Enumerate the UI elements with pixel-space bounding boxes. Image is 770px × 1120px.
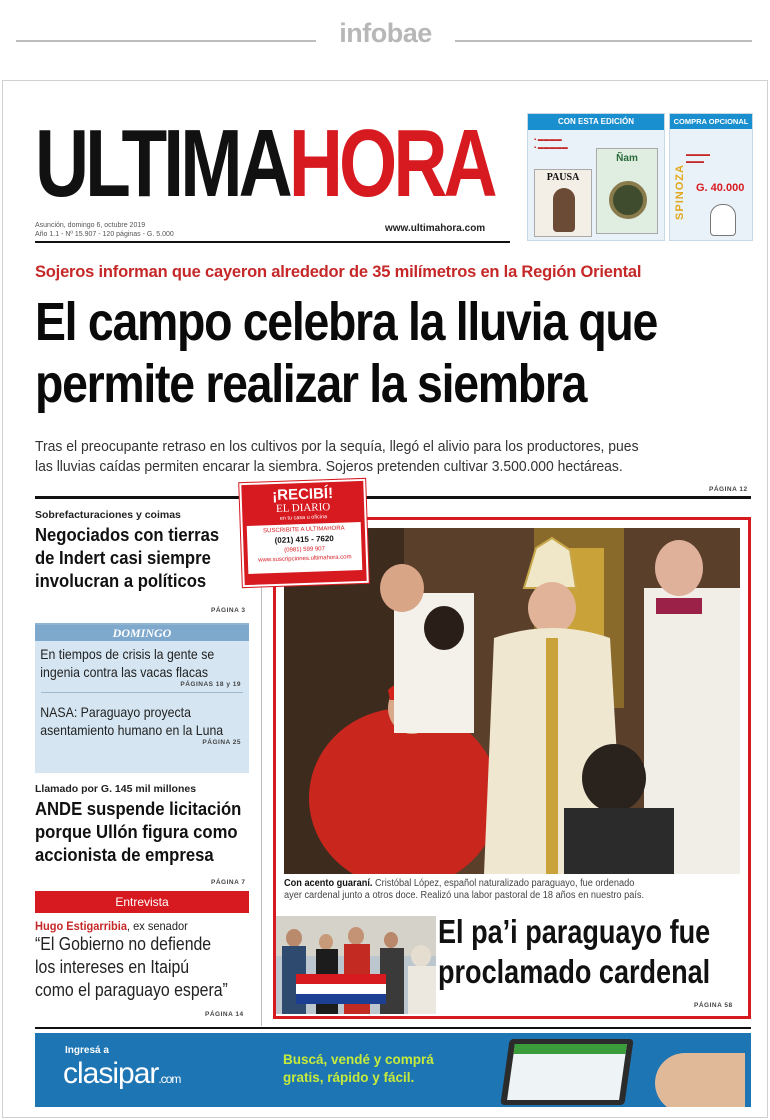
recibi-title: ¡RECIBÍ! xyxy=(271,484,334,505)
entrevista-label: Entrevista xyxy=(35,891,249,913)
newspaper-masthead xyxy=(35,109,494,219)
ande-headline xyxy=(35,797,242,866)
entrevista-quote-line3: como el paraguayo espera” xyxy=(35,980,228,1000)
lead-lede xyxy=(35,437,701,477)
lead-headline-line2: permite realizar la siembra xyxy=(35,354,587,414)
recibi-phone: (021) 415 - 7620 xyxy=(274,533,334,546)
pausa-magazine-cover xyxy=(534,169,592,237)
dateline-issue: Año 1.1 - Nº 15.907 - 120 páginas - G. 5.000 xyxy=(35,231,174,238)
cardinal-headline-line2: proclamado cardenal xyxy=(438,953,711,990)
nam-magazine-cover xyxy=(596,148,658,234)
cardinal-story[interactable] xyxy=(273,517,751,1019)
spinoza-title: SPINOZA xyxy=(673,164,686,220)
entrevista-person xyxy=(35,919,234,933)
with-edition-label: CON ESTA EDICIÓN xyxy=(528,114,664,130)
domingo-header: DOMINGO xyxy=(35,625,249,641)
optional-purchase-promo xyxy=(669,113,753,241)
indert-headline-line1: Negociados con tierras xyxy=(35,524,220,545)
optional-sub: ▬▬▬▬ ▬▬▬ xyxy=(686,152,710,165)
cover-portrait-icon xyxy=(553,188,575,232)
caption-bold: Con acento guaraní. xyxy=(284,878,373,889)
domingo-box xyxy=(35,623,249,773)
header-divider-left xyxy=(16,40,316,42)
dateline xyxy=(35,221,235,239)
entrevista-quote-line1: “El Gobierno no defiende xyxy=(35,934,212,954)
clasipar-logo xyxy=(63,1057,180,1091)
indert-story[interactable] xyxy=(35,509,251,592)
indert-headline xyxy=(35,523,229,592)
indert-page-ref: PÁGINA 3 xyxy=(211,607,246,614)
entrevista-role: , ex senador xyxy=(127,919,188,933)
subscription-sticker[interactable] xyxy=(239,479,369,587)
food-dish-icon xyxy=(609,181,647,219)
ande-story[interactable] xyxy=(35,783,251,866)
masthead-rule xyxy=(35,241,510,243)
with-edition-promo xyxy=(527,113,665,241)
site-header xyxy=(0,0,770,78)
domingo-item1-line2: ingenia contra las vacas flacas xyxy=(40,664,209,680)
spinoza-portrait-icon xyxy=(710,204,736,236)
laptop-icon xyxy=(500,1039,633,1105)
bottom-rule xyxy=(35,1027,751,1029)
ande-headline-line3: accionista de empresa xyxy=(35,844,214,865)
group-photo xyxy=(276,916,436,1014)
infobae-logo[interactable]: infobae xyxy=(339,18,432,48)
recibi-note: en tu casa u oficina xyxy=(279,514,328,522)
ande-kicker: Llamado por G. 145 mil millones xyxy=(35,783,197,795)
recibi-web: www.suscripciones.ultimahora.com xyxy=(258,554,352,564)
masthead-hora: HORA xyxy=(288,110,494,217)
masthead-ultima: ULTIMA xyxy=(35,110,289,217)
lead-page-ref: PÁGINA 12 xyxy=(709,486,748,493)
domingo-item1-line1: En tiempos de crisis la gente se xyxy=(40,646,215,662)
dateline-date: Asunción, domingo 6, octubre 2019 xyxy=(35,222,146,229)
caption-line2: ayer cardenal junto a otros doce. Realizó una labor pastoral de 18 años en nuestro país. xyxy=(284,890,645,901)
newspaper-website: www.ultimahora.com xyxy=(385,223,486,234)
entrevista-name: Hugo Estigarribia xyxy=(35,919,128,933)
cardinal-headline xyxy=(438,912,711,992)
ad-tagline-line2: gratis, rápido y fácil. xyxy=(283,1070,415,1085)
indert-headline-line3: involucran a políticos xyxy=(35,570,207,591)
ad-tagline-line1: Buscá, vendé y comprá xyxy=(283,1052,434,1067)
domingo-item2-line2: asentamiento humano en la Luna xyxy=(40,722,224,738)
domingo-divider xyxy=(41,692,243,693)
lead-headline[interactable] xyxy=(35,291,658,415)
entrevista-page-ref: PÁGINA 14 xyxy=(205,1011,244,1018)
recibi-contact-box xyxy=(247,522,363,574)
ande-headline-line1: ANDE suspende licitación xyxy=(35,798,242,819)
lead-rule xyxy=(35,496,751,499)
clasipar-logo-suffix: .com xyxy=(158,1072,181,1086)
caption-line1: Cristóbal López, español naturalizado paraguayo, fue ordenado xyxy=(372,878,635,889)
promo-bullets: ▪ ▬▬▬▬ ▪ ▬▬▬▬▬ xyxy=(534,137,568,151)
entrevista-story[interactable] xyxy=(35,919,251,1002)
lead-lede-line2: las lluvias caídas permiten encarar la siembra. Sojeros pretenden cultivar 3.500.000 hectáreas. xyxy=(35,458,623,475)
recibi-subscribe: SUSCRIBITE A ULTIMAHORA xyxy=(263,525,345,535)
lead-lede-line1: Tras el preocupante retraso en los cultivos por la sequía, llegó el alivio para los productores, pues xyxy=(35,438,639,455)
group-photo-illustration xyxy=(276,916,436,1014)
domingo-item2-ref: PÁGINA 25 xyxy=(202,739,241,746)
domingo-item1-ref: PÁGINAS 18 y 19 xyxy=(180,681,241,688)
nam-title: Ñam xyxy=(616,153,638,164)
ande-headline-line2: porque Ullón figura como xyxy=(35,821,238,842)
recibi-whatsapp: (0981) 599 907 xyxy=(284,546,326,554)
entrevista-quote xyxy=(35,933,228,1002)
indert-headline-line2: de Indert casi siempre xyxy=(35,547,211,568)
domingo-item-nasa[interactable] xyxy=(35,697,223,739)
ad-tagline xyxy=(283,1051,434,1087)
ad-ingresa: Ingresá a xyxy=(65,1045,109,1056)
cardinal-headline-line1: El pa’i paraguayo fue xyxy=(438,913,711,950)
optional-price: G. 40.000 xyxy=(696,182,745,194)
cardinal-caption xyxy=(284,878,709,902)
ande-page-ref: PÁGINA 7 xyxy=(211,879,246,886)
lead-headline-line1: El campo celebra la lluvia que xyxy=(35,292,658,352)
header-divider-right xyxy=(455,40,752,42)
domingo-item2-line1: NASA: Paraguayo proyecta xyxy=(40,704,191,720)
entrevista-quote-line2: los intereses en Itaipú xyxy=(35,957,190,977)
lead-kicker: Sojeros informan que cayeron alrededor de 35 milímetros en la Región Oriental xyxy=(35,263,642,281)
indert-kicker: Sobrefacturaciones y coimas xyxy=(35,509,181,521)
domingo-item-crisis[interactable] xyxy=(35,641,223,681)
hand-icon xyxy=(655,1053,745,1107)
recibi-subtitle: EL DIARIO xyxy=(275,501,331,515)
laptop-screen xyxy=(507,1044,627,1100)
newspaper-front-page xyxy=(2,80,768,1118)
pausa-title: PAUSA xyxy=(546,172,580,183)
clasipar-logo-text: clasipar xyxy=(63,1057,159,1090)
cardinal-page-ref: PÁGINA 58 xyxy=(694,1002,733,1009)
laptop-screen-bar xyxy=(514,1044,627,1054)
optional-purchase-label: COMPRA OPCIONAL xyxy=(670,114,752,129)
clasipar-ad[interactable] xyxy=(35,1033,751,1107)
